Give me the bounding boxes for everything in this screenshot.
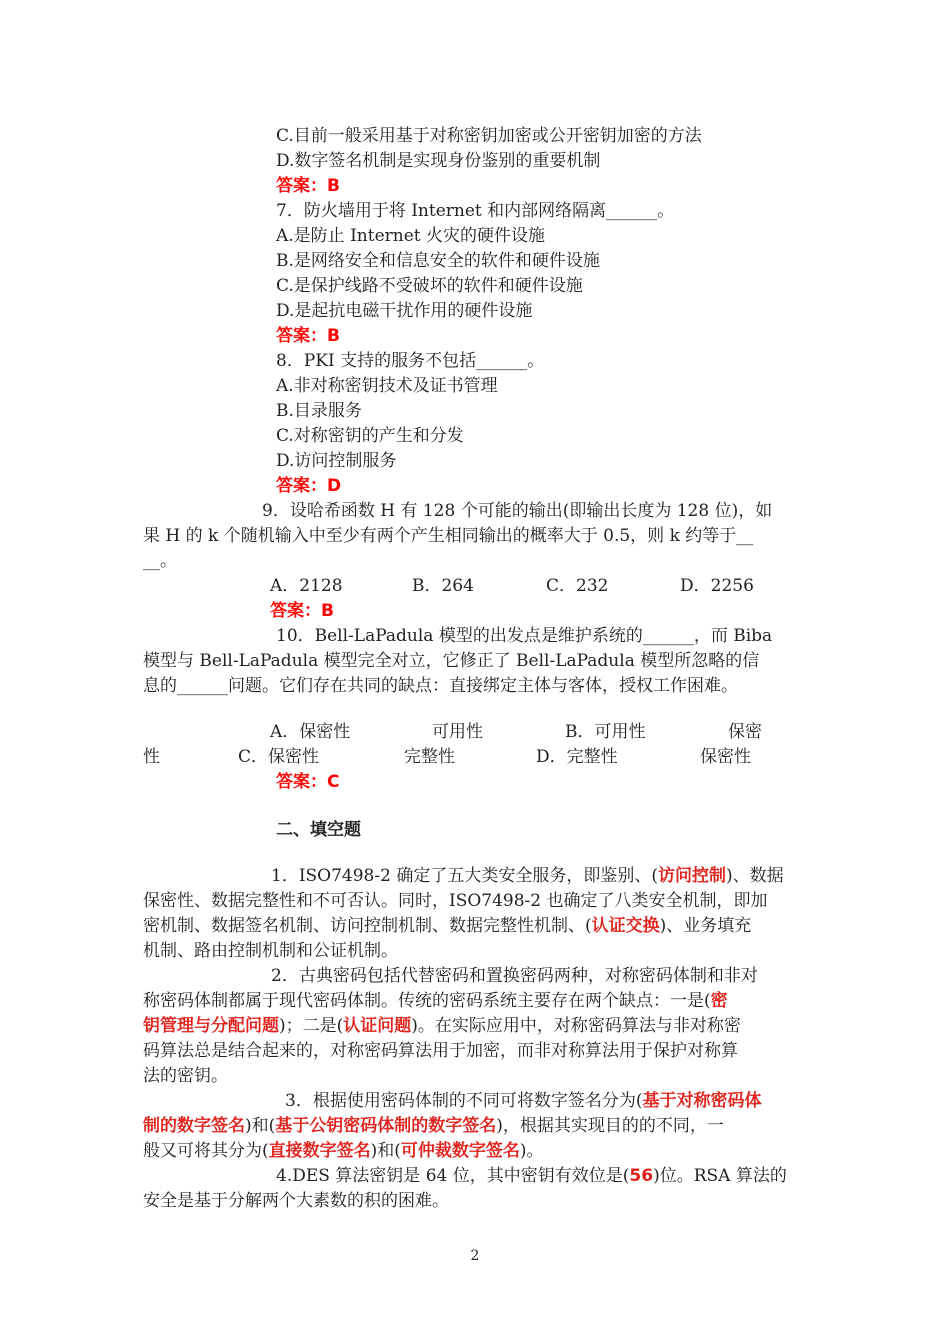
fill-3-line1: 3．根据使用密码体制的不同可将数字签名分为(基于对称密码体 bbox=[285, 1091, 762, 1111]
q8-answer: 答案：D bbox=[276, 476, 342, 496]
q9-answer: 答案：B bbox=[270, 601, 334, 621]
fill-2-line1: 2．古典密码包括代替密码和置换密码两种，对称密码体制和非对 bbox=[271, 966, 758, 986]
q8-option-b: B.目录服务 bbox=[276, 401, 362, 421]
q7-option-b: B.是网络安全和信息安全的软件和硬件设施 bbox=[276, 251, 600, 271]
q9-question-line3: __。 bbox=[143, 551, 177, 571]
fill-4-line2: 安全是基于分解两个大素数的积的困难。 bbox=[143, 1191, 449, 1211]
q10-options-line2 bbox=[0, 745, 950, 769]
fill-3-line3: 般又可将其分为(直接数字签名)和(可仲裁数字签名)。 bbox=[143, 1141, 544, 1161]
section-heading: 二、填空题 bbox=[276, 820, 361, 840]
fill-2-line4: 码算法总是结合起来的，对称密码算法用于加密，而非对称算法用于保护对称算 bbox=[143, 1041, 738, 1061]
q10-option-b-wrap: 性 bbox=[143, 747, 160, 767]
q10-option-c-second: 完整性 bbox=[404, 747, 455, 767]
fill-2-answer-1-part2: 钥管理与分配问题 bbox=[143, 1016, 279, 1036]
q8-option-c: C.对称密钥的产生和分发 bbox=[276, 426, 464, 446]
q10-option-c: C．保密性 bbox=[238, 747, 320, 767]
fill-2-line3: 钥管理与分配问题)；二是(认证问题)。在实际应用中，对称密码算法与非对称密 bbox=[143, 1016, 741, 1036]
page-number: 2 bbox=[470, 1248, 480, 1264]
q8-question: 8．PKI 支持的服务不包括______。 bbox=[276, 351, 545, 371]
q10-option-d-second: 保密性 bbox=[700, 747, 751, 767]
q7-option-a: A.是防止 Internet 火灾的硬件设施 bbox=[276, 226, 546, 246]
q7-answer: 答案：B bbox=[276, 326, 340, 346]
fill-1-answer-2: 认证交换 bbox=[591, 916, 660, 936]
q10-answer: 答案：C bbox=[276, 772, 340, 792]
q9-option-a: A．2128 bbox=[270, 576, 343, 596]
fill-2-line5: 法的密钥。 bbox=[143, 1066, 228, 1086]
q9-question-line1: 9．设哈希函数 H 有 128 个可能的输出(即输出长度为 128 位)，如 bbox=[262, 501, 773, 521]
fill-3-answer-4: 可仲裁数字签名 bbox=[400, 1141, 520, 1161]
q10-option-b-second: 保密 bbox=[728, 722, 762, 742]
fill-1-line1: 1．ISO7498-2 确定了五大类安全服务，即鉴别、(访问控制)、数据 bbox=[271, 866, 784, 886]
fill-1-answer-1: 访问控制 bbox=[657, 866, 726, 886]
q10-question-line1: 10．Bell-LaPadula 模型的出发点是维护系统的______，而 Biba bbox=[276, 626, 773, 646]
fill-4-answer-1: 56 bbox=[629, 1166, 654, 1186]
q6-answer: 答案：B bbox=[276, 176, 340, 196]
q10-option-d: D．完整性 bbox=[536, 747, 618, 767]
fill-4-line1: 4.DES 算法密钥是 64 位，其中密钥有效位是(56)位。RSA 算法的 bbox=[276, 1166, 787, 1186]
fill-3-answer-3: 直接数字签名 bbox=[268, 1141, 371, 1161]
q9-option-b: B．264 bbox=[412, 576, 474, 596]
q10-option-b: B．可用性 bbox=[565, 722, 646, 742]
q7-option-c: C.是保护线路不受破坏的软件和硬件设施 bbox=[276, 276, 583, 296]
q9-question-line2: 果 H 的 k 个随机输入中至少有两个产生相同输出的概率大于 0.5，则 k 约等于__ bbox=[143, 526, 754, 546]
q9-option-c: C．232 bbox=[546, 576, 609, 596]
fill-1-line3: 密机制、数据签名机制、访问控制机制、数据完整性机制、(认证交换)、业务填充 bbox=[143, 916, 752, 936]
fill-2-answer-1-part1: 密 bbox=[710, 991, 728, 1011]
fill-1-line2: 保密性、数据完整性和不可否认。同时，ISO7498-2 也确定了八类安全机制，即加 bbox=[143, 891, 768, 911]
q10-question-line3: 息的______问题。它们存在共同的缺点：直接绑定主体与客体，授权工作困难。 bbox=[143, 676, 738, 696]
q10-question-line2: 模型与 Bell-LaPadula 模型完全对立，它修正了 Bell-LaPadula 模型所忽略的信 bbox=[143, 651, 760, 671]
fill-3-answer-2: 基于公钥密码体制的数字签名 bbox=[275, 1116, 497, 1136]
q7-option-d: D.是起抗电磁干扰作用的硬件设施 bbox=[276, 301, 533, 321]
fill-1-line4: 机制、路由控制机制和公证机制。 bbox=[143, 941, 398, 961]
q6-option-c: C.目前一般采用基于对称密钥加密或公开密钥加密的方法 bbox=[276, 126, 702, 146]
fill-3-answer-1-part1: 基于对称密码体 bbox=[642, 1091, 762, 1111]
q8-option-a: A.非对称密钥技术及证书管理 bbox=[276, 376, 498, 396]
fill-3-answer-1-part2: 制的数字签名 bbox=[143, 1116, 245, 1136]
fill-3-line2: 制的数字签名)和(基于公钥密码体制的数字签名)，根据其实现目的的不同，一 bbox=[143, 1116, 724, 1136]
q10-option-a: A．保密性 bbox=[270, 722, 351, 742]
q9-option-d: D．2256 bbox=[680, 576, 754, 596]
fill-2-line2: 称密码体制都属于现代密码体制。传统的密码系统主要存在两个缺点：一是(密 bbox=[143, 991, 728, 1011]
q7-question: 7．防火墙用于将 Internet 和内部网络隔离______。 bbox=[276, 201, 675, 221]
q6-option-d: D.数字签名机制是实现身份鉴别的重要机制 bbox=[276, 151, 601, 171]
fill-2-answer-2: 认证问题 bbox=[343, 1016, 412, 1036]
q8-option-d: D.访问控制服务 bbox=[276, 451, 397, 471]
q10-options-line1 bbox=[0, 720, 950, 744]
q10-option-a-second: 可用性 bbox=[432, 722, 483, 742]
